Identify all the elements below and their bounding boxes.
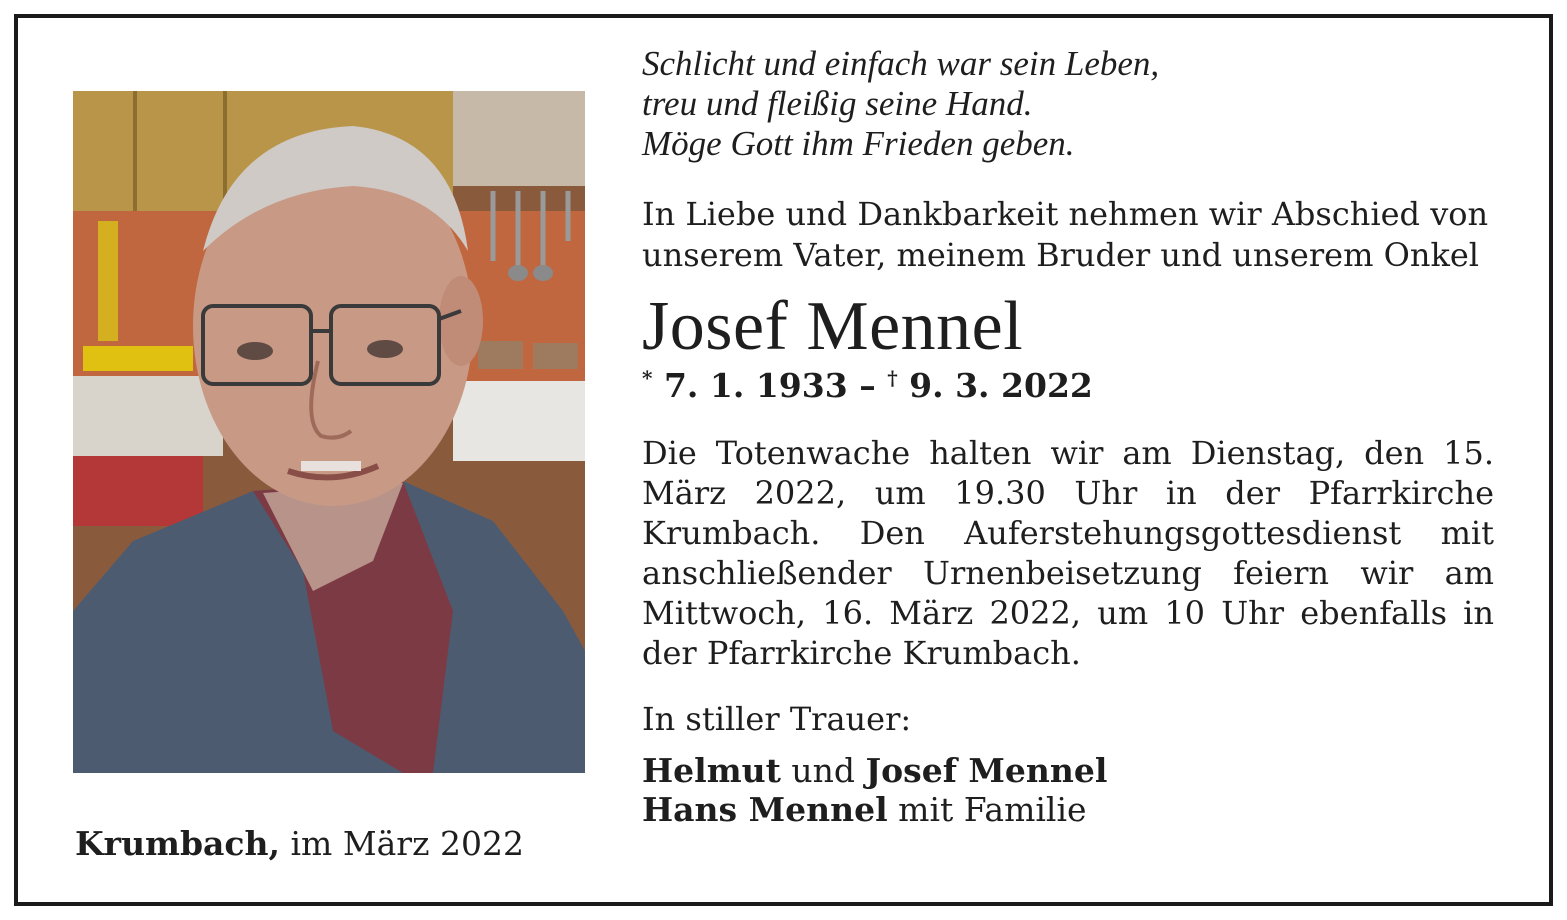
mourner-suffix: mit Familie (887, 790, 1087, 829)
deceased-name: Josef Mennel (642, 288, 1024, 365)
mourners-heading: In stiller Trauer: (642, 700, 912, 738)
intro-text (642, 194, 1494, 276)
place-and-date (75, 824, 524, 863)
mourner-conjunction: und (780, 751, 866, 790)
death-symbol: † (887, 366, 898, 390)
mourner-name: Helmut (642, 751, 781, 790)
mourner-name: Hans Mennel (642, 790, 888, 829)
poem-line-2: treu und fleißig seine Hand. (642, 84, 1033, 123)
portrait-image (73, 91, 585, 773)
birth-symbol: * (642, 366, 653, 390)
birth-date: 7. 1. 1933 (663, 366, 848, 405)
mourners-list (642, 751, 1494, 829)
wake-and-funeral-notice: Die Totenwache halten wir am Dienstag, den 15. März 2022, um 19.30 Uhr in der Pfarrkirche Krumbach. Den Auferstehungsgottesdienst mit anschließender Urnenbeisetzung feiern wir am Mittwoch, 16. März 2022, um 10 Uhr ebenfalls in der Pfarrkirche Krumbach. (642, 434, 1494, 672)
obituary-card (14, 14, 1553, 906)
mourners-row-2 (642, 790, 1494, 829)
date-separator: – (847, 366, 888, 405)
obituary-text (642, 44, 1494, 829)
place-town: Krumbach, (75, 824, 281, 863)
portrait-photo (73, 91, 585, 773)
place-date: im März 2022 (280, 824, 524, 863)
life-dates (642, 366, 1494, 405)
poem-line-3: Möge Gott ihm Frieden geben. (642, 124, 1075, 163)
poem-line-1: Schlicht und einfach war sein Leben, (642, 44, 1160, 83)
poem (642, 44, 1494, 164)
intro-line-2: unserem Vater, meinem Bruder und unserem Onkel (642, 236, 1479, 274)
intro-line-1: In Liebe und Dankbarkeit nehmen wir Abschied von (642, 195, 1489, 233)
mourner-name: Josef Mennel (865, 751, 1108, 790)
death-date: 9. 3. 2022 (909, 366, 1093, 405)
mourners-row-1 (642, 751, 1494, 790)
